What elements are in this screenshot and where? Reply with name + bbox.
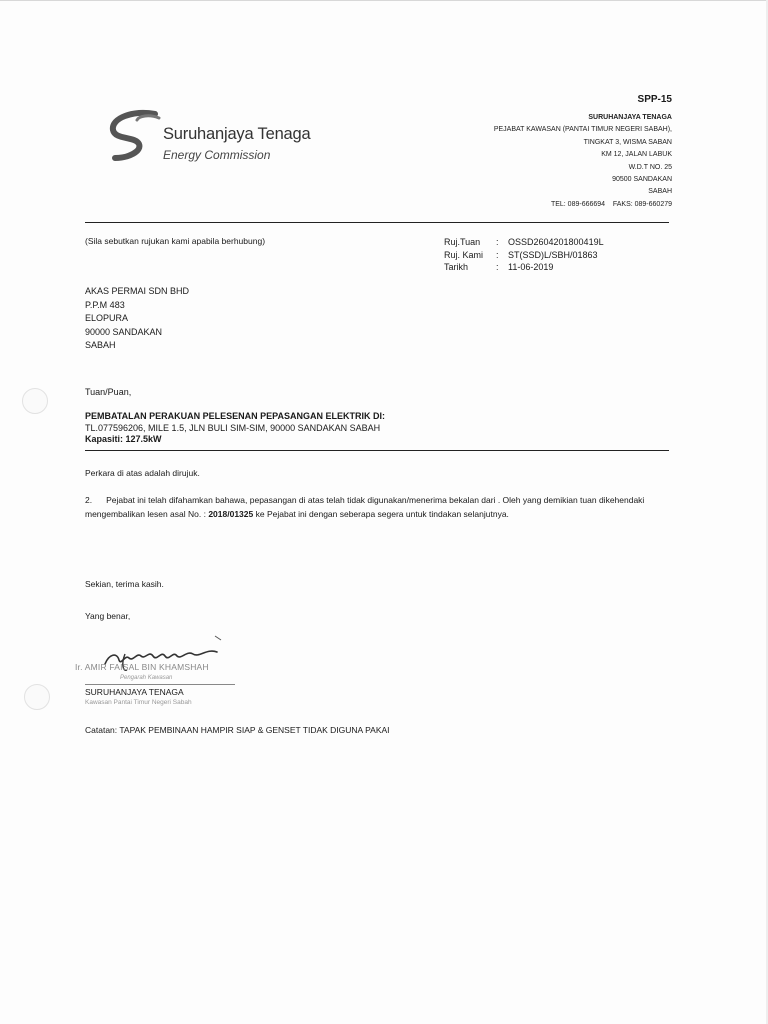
- license-number: 2018/01325: [208, 508, 254, 519]
- footnote: Catatan: TAPAK PEMBINAAN HAMPIR SIAP & GENSET TIDAK DIGUNA PAKAI: [85, 725, 390, 735]
- reference-label: Ruj.Tuan: [444, 237, 481, 247]
- subject-location: TL.077596206, MILE 1.5, JLN BULI SIM-SIM, 90000 SANDAKAN SABAH: [85, 422, 381, 433]
- salutation: Tuan/Puan,: [85, 387, 132, 397]
- logo-subtitle: Energy Commission: [163, 148, 271, 162]
- regards-line: Yang benar,: [85, 611, 131, 621]
- reference-separator: :: [496, 249, 499, 260]
- reference-sentence: Perkara di atas adalah dirujuk.: [85, 468, 200, 478]
- recipient-line: AKAS PERMAI SDN BHD: [85, 286, 190, 296]
- signatory-name: Ir. AMIR FAISAL BIN KHAMSHAH: [75, 662, 209, 672]
- recipient-line: SABAH: [85, 340, 116, 350]
- address-line: SABAH: [648, 188, 672, 196]
- contact-line: [494, 199, 672, 211]
- reference-block: [444, 236, 604, 274]
- reference-separator: :: [496, 262, 499, 272]
- letterhead-address: [494, 112, 672, 211]
- form-code: SPP-15: [637, 94, 672, 105]
- recipient-address: [85, 285, 189, 353]
- reference-value: 11-06-2019: [508, 262, 554, 272]
- signature-line: [85, 684, 235, 685]
- subject-title: PEMBATALAN PERAKUAN PELESENAN PEPASANGAN ELEKTRIK DI:: [85, 411, 386, 421]
- paragraph-number: 2.: [85, 495, 93, 505]
- closing-line: Sekian, terima kasih.: [85, 579, 164, 589]
- signatory-organisation: SURUHANJAYA TENAGA: [85, 687, 184, 697]
- subject-underline: [85, 450, 669, 451]
- header-divider: [85, 222, 669, 223]
- punch-hole-lower: [24, 684, 50, 710]
- paragraph-text-end: ke Pejabat ini dengan seberapa segera untuk tindakan selanjutnya.: [253, 508, 509, 519]
- telephone-number: TEL: 089-666694: [550, 200, 606, 208]
- letterhead-logo: [105, 108, 355, 168]
- address-line: W.D.T NO. 25: [628, 163, 672, 171]
- address-line: 90500 SANDAKAN: [612, 176, 672, 184]
- address-line: KM 12, JALAN LABUK: [601, 151, 672, 159]
- subject-capacity: Kapasiti: 127.5kW: [85, 434, 162, 444]
- recipient-line: ELOPURA: [85, 313, 129, 323]
- reference-row: [444, 236, 604, 249]
- subject-block: [85, 411, 385, 446]
- recipient-line: P.P.M 483: [85, 299, 125, 310]
- energy-commission-swoosh-icon: [105, 108, 165, 168]
- recipient-line: 90000 SANDAKAN: [85, 326, 163, 337]
- reference-value: ST(SSD)L/SBH/01863: [508, 249, 598, 260]
- reference-label: Tarikh: [444, 262, 469, 272]
- reference-label: Ruj. Kami: [444, 249, 484, 260]
- address-line: TINGKAT 3, WISMA SABAN: [583, 138, 672, 146]
- reference-row: [444, 261, 604, 274]
- reference-row: [444, 249, 604, 262]
- reference-value: OSSD2604201800419L: [508, 237, 604, 247]
- scan-edge: [0, 0, 768, 1]
- logo-title: Suruhanjaya Tenaga: [163, 125, 311, 143]
- reference-hint: (Sila sebutkan rujukan kami apabila berhubung): [85, 236, 266, 246]
- address-line: PEJABAT KAWASAN (PANTAI TIMUR NEGERI SABAH),: [493, 126, 672, 134]
- signatory-role: Pengarah Kawasan: [120, 675, 173, 681]
- address-line: SURUHANJAYA TENAGA: [588, 114, 672, 121]
- fax-number: FAKS: 089-660279: [612, 200, 672, 208]
- body-paragraph: [85, 494, 669, 521]
- punch-hole-upper: [22, 388, 48, 414]
- reference-separator: :: [496, 237, 499, 247]
- signatory-office: Kawasan Pantai Timur Negeri Sabah: [85, 699, 192, 706]
- paragraph-text: Pejabat ini telah difahamkan bahawa, pepasangan di atas telah tidak digunakan/menerima bekalan dari . Oleh yang demikian tuan dikehendaki mengembalikan lesen asal No. :: [85, 495, 645, 519]
